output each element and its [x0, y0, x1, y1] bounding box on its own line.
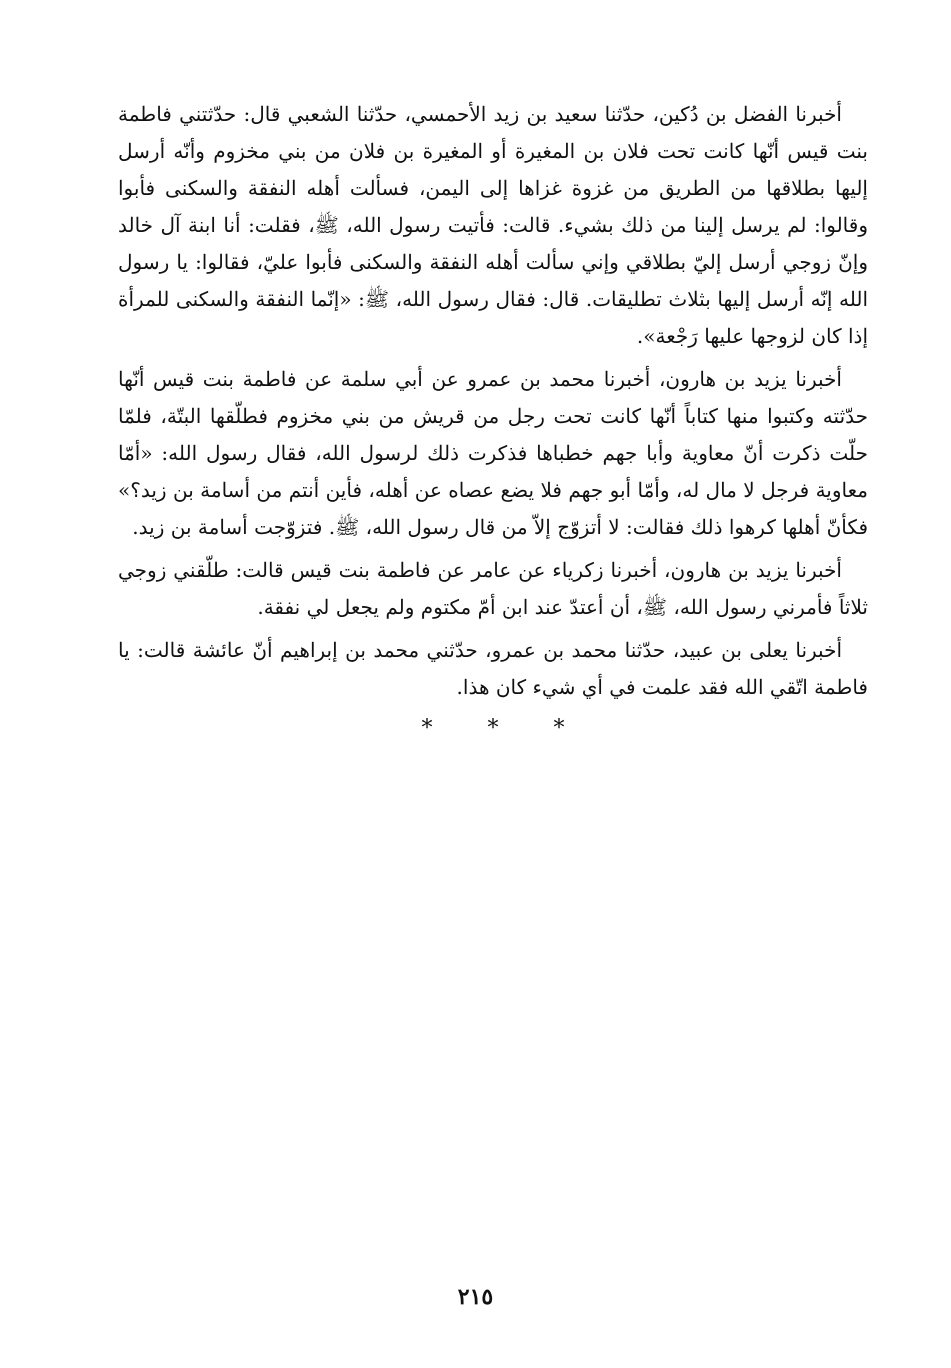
- section-separator: * * *: [421, 716, 565, 741]
- paragraph-2: أخبرنا يزيد بن هارون، أخبرنا محمد بن عمرو عن أبي سلمة عن فاطمة بنت قيس أنّها حدّثته وكتبوا منها كتاباً أنّها كانت تحت رجل من قريش من بني مخزوم فطلّقها البتّة، فلمّا حلّت ذكرت أنّ معاوية وأبا جهم خطباها فذكرت ذلك لرسول الله، فقال رسول الله: «أمّا معاوية فرجل لا مال له، وأمّا أبو جهم فلا يضع عصاه عن أهله، فأين أنتم من أسامة بن زيد؟» فكأنّ أهلها كرهوا ذلك فقالت: لا أتزوّج إلاّ من قال رسول الله، ﷺ. فتزوّجت أسامة بن زيد.: [118, 367, 868, 539]
- paragraph-3: أخبرنا يزيد بن هارون، أخبرنا زكرياء عن عامر عن فاطمة بنت قيس قالت: طلّقني زوجي ثلاثاً فأمرني رسول الله، ﷺ، أن أعتدّ عند ابن أمّ مكتوم ولم يجعل لي نفقة.: [118, 558, 868, 619]
- main-text: [118, 96, 868, 741]
- paragraph-1: أخبرنا الفضل بن دُكين، حدّثنا سعيد بن زيد الأحمسي، حدّثنا الشعبي قال: حدّثتني فاطمة بنت قيس أنّها كانت تحت فلان بن المغيرة أو المغيرة بن فلان من بني مخزوم وأنّه أرسل إليها بطلاقها من الطريق من غزوة غزاها إلى اليمن، فسألت أهله النفقة والسكنى فأبوا وقالوا: لم يرسل إلينا من ذلك بشيء. قالت: فأتيت رسول الله، ﷺ، فقلت: أنا ابنة آل خالد وإنّ زوجي أرسل إليّ بطلاقي وإني سألت أهله النفقة والسكنى فأبوا عليّ، فقالوا: يا رسول الله إنّه أرسل إليها بثلاث تطليقات. قال: فقال رسول الله، ﷺ: «إنّما النفقة والسكنى للمرأة إذا كان لزوجها عليها رَجْعة».: [118, 102, 869, 348]
- paragraph-4: أخبرنا يعلى بن عبيد، حدّثنا محمد بن عمرو، حدّثني محمد بن إبراهيم أنّ عائشة قالت: يا فاطمة اتّقي الله فقد علمت في أي شيء كان هذا.: [118, 638, 868, 699]
- page-number: ٢١٥: [457, 1284, 494, 1310]
